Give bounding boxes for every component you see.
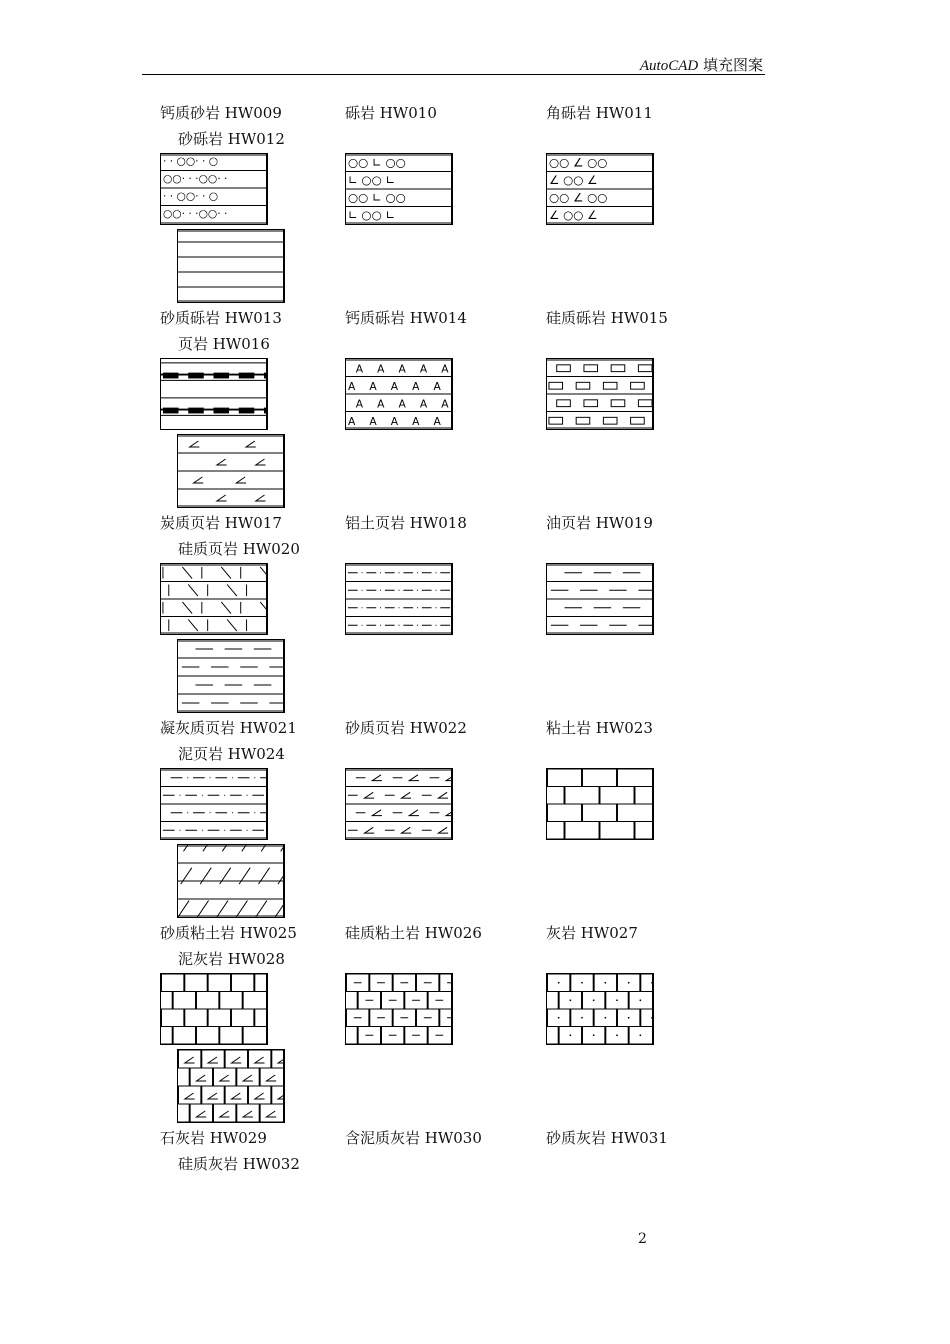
- pattern-label: 钙质砂岩 HW009: [160, 104, 282, 122]
- pattern-label: 铝土页岩 HW018: [345, 514, 467, 532]
- pattern-label: 油页岩 HW019: [546, 514, 653, 532]
- pattern-label: 钙质砾岩 HW014: [345, 309, 467, 327]
- svg-text:∠ ○○ ∠: ∠ ○○ ∠: [548, 173, 598, 188]
- hatch-swatch-bricks-small: [160, 973, 268, 1045]
- hatch-pattern-graphic: [346, 564, 451, 634]
- hatch-swatch-letterA: [345, 358, 453, 430]
- svg-text:A: A: [398, 397, 406, 411]
- hatch-swatch-oo-angle: [546, 153, 654, 225]
- svg-text:A: A: [377, 362, 385, 376]
- pattern-label: 角砾岩 HW011: [546, 104, 653, 122]
- hatch-swatch-oo-L: [345, 153, 453, 225]
- hatch-pattern-graphic: [178, 845, 283, 917]
- pattern-label: 硅质页岩 HW020: [178, 540, 300, 558]
- svg-text:A: A: [369, 415, 377, 429]
- hatch-swatch-dashbold: [160, 358, 268, 430]
- hatch-pattern-graphic: [547, 359, 652, 429]
- pattern-label: 硅质灰岩 HW032: [178, 1155, 300, 1173]
- hatch-pattern-graphic: [178, 230, 283, 302]
- svg-text:∟ ○○ ∟: ∟ ○○ ∟: [347, 208, 396, 223]
- pattern-label: 炭质页岩 HW017: [160, 514, 282, 532]
- hatch-pattern-graphic: [547, 564, 652, 634]
- hatch-swatch-bricks-angle: [177, 1049, 285, 1123]
- svg-text:A: A: [433, 380, 441, 394]
- svg-text:A: A: [390, 415, 399, 429]
- hatch-pattern-graphic: [547, 154, 652, 224]
- hatch-swatch-angles-sparse: [177, 434, 285, 508]
- header-title-cjk: 填充图案: [702, 56, 763, 74]
- hatch-swatch-ooolines: [160, 153, 268, 225]
- pattern-label: 砾岩 HW010: [345, 104, 437, 122]
- pattern-label: 页岩 HW016: [178, 335, 270, 353]
- svg-text:· · ○○· · ○: · · ○○· · ○: [162, 154, 219, 168]
- pattern-label: 砂质页岩 HW022: [345, 719, 467, 737]
- pattern-label: 砂质灰岩 HW031: [546, 1129, 668, 1147]
- svg-text:A: A: [412, 415, 420, 429]
- hatch-pattern-graphic: [161, 974, 266, 1044]
- svg-text:A: A: [347, 415, 356, 429]
- hatch-pattern-graphic: [346, 154, 451, 224]
- svg-text:A: A: [433, 415, 441, 429]
- hatch-swatch-dashes: [546, 563, 654, 635]
- hatch-swatch-dashdot: [345, 563, 453, 635]
- pattern-label: 硅质粘土岩 HW026: [345, 924, 482, 942]
- hatch-swatch-bricks-dash: [345, 973, 453, 1045]
- hatch-pattern-graphic: [346, 359, 451, 429]
- svg-text:A: A: [369, 380, 377, 394]
- svg-text:A: A: [398, 362, 406, 376]
- hatch-pattern-graphic: [346, 769, 451, 839]
- svg-text:A: A: [377, 397, 385, 411]
- svg-text:∟ ○○ ∟: ∟ ○○ ∟: [347, 173, 396, 188]
- hatch-swatch-bricks-dot: [546, 973, 654, 1045]
- pattern-label: 泥页岩 HW024: [178, 745, 285, 763]
- hatch-swatch-rects: [546, 358, 654, 430]
- pattern-label: 灰岩 HW027: [546, 924, 638, 942]
- hatch-pattern-graphic: [161, 359, 266, 429]
- svg-text:A: A: [419, 397, 428, 411]
- svg-text:· · ○○· · ○: · · ○○· · ○: [162, 189, 219, 203]
- hatch-swatch-dashdot2: [160, 768, 268, 840]
- svg-text:A: A: [412, 380, 420, 394]
- svg-text:○○· · ·○○· ·: ○○· · ·○○· ·: [162, 207, 228, 221]
- page-header: [142, 52, 765, 75]
- svg-text:∠ ○○ ∠: ∠ ○○ ∠: [548, 208, 598, 223]
- hatch-swatch-slashes: [160, 563, 268, 635]
- pattern-label: 砂砾岩 HW012: [178, 130, 285, 148]
- pattern-label: 含泥质灰岩 HW030: [345, 1129, 482, 1147]
- svg-text:○○ ∟ ○○: ○○ ∟ ○○: [347, 155, 406, 170]
- hatch-swatch-diagonal: [177, 844, 285, 918]
- hatch-pattern-graphic: [161, 564, 266, 634]
- svg-text:A: A: [441, 397, 449, 411]
- pattern-label: 硅质砾岩 HW015: [546, 309, 668, 327]
- hatch-pattern-graphic: [178, 1050, 283, 1122]
- svg-text:A: A: [419, 362, 428, 376]
- pattern-label: 粘土岩 HW023: [546, 719, 653, 737]
- hatch-pattern-graphic: [161, 154, 266, 224]
- hatch-pattern-graphic: [178, 640, 283, 712]
- hatch-pattern-graphic: [547, 769, 652, 839]
- svg-text:A: A: [390, 380, 399, 394]
- svg-text:A: A: [355, 362, 364, 376]
- hatch-pattern-graphic: [346, 974, 451, 1044]
- svg-text:○○ ∠ ○○: ○○ ∠ ○○: [548, 155, 608, 170]
- hatch-swatch-dashes2: [177, 639, 285, 713]
- pattern-label: 凝灰质页岩 HW021: [160, 719, 297, 737]
- pattern-label: 砂质砾岩 HW013: [160, 309, 282, 327]
- hatch-pattern-graphic: [161, 769, 266, 839]
- pattern-label: 泥灰岩 HW028: [178, 950, 285, 968]
- svg-text:○○ ∟ ○○: ○○ ∟ ○○: [347, 190, 406, 205]
- pattern-label: 砂质粘土岩 HW025: [160, 924, 297, 942]
- svg-text:○○· · ·○○· ·: ○○· · ·○○· ·: [162, 172, 228, 186]
- hatch-swatch-dash-angle: [345, 768, 453, 840]
- hatch-pattern-graphic: [178, 435, 283, 507]
- svg-text:○○ ∠ ○○: ○○ ∠ ○○: [548, 190, 608, 205]
- pattern-label: 石灰岩 HW029: [160, 1129, 267, 1147]
- svg-text:A: A: [355, 397, 364, 411]
- hatch-pattern-graphic: [547, 974, 652, 1044]
- header-title-latin: AutoCAD: [639, 58, 699, 74]
- page-number: 2: [638, 1231, 647, 1247]
- hatch-swatch-bricks: [546, 768, 654, 840]
- svg-text:A: A: [347, 380, 356, 394]
- hatch-swatch-plainlines: [177, 229, 285, 303]
- svg-text:A: A: [441, 362, 449, 376]
